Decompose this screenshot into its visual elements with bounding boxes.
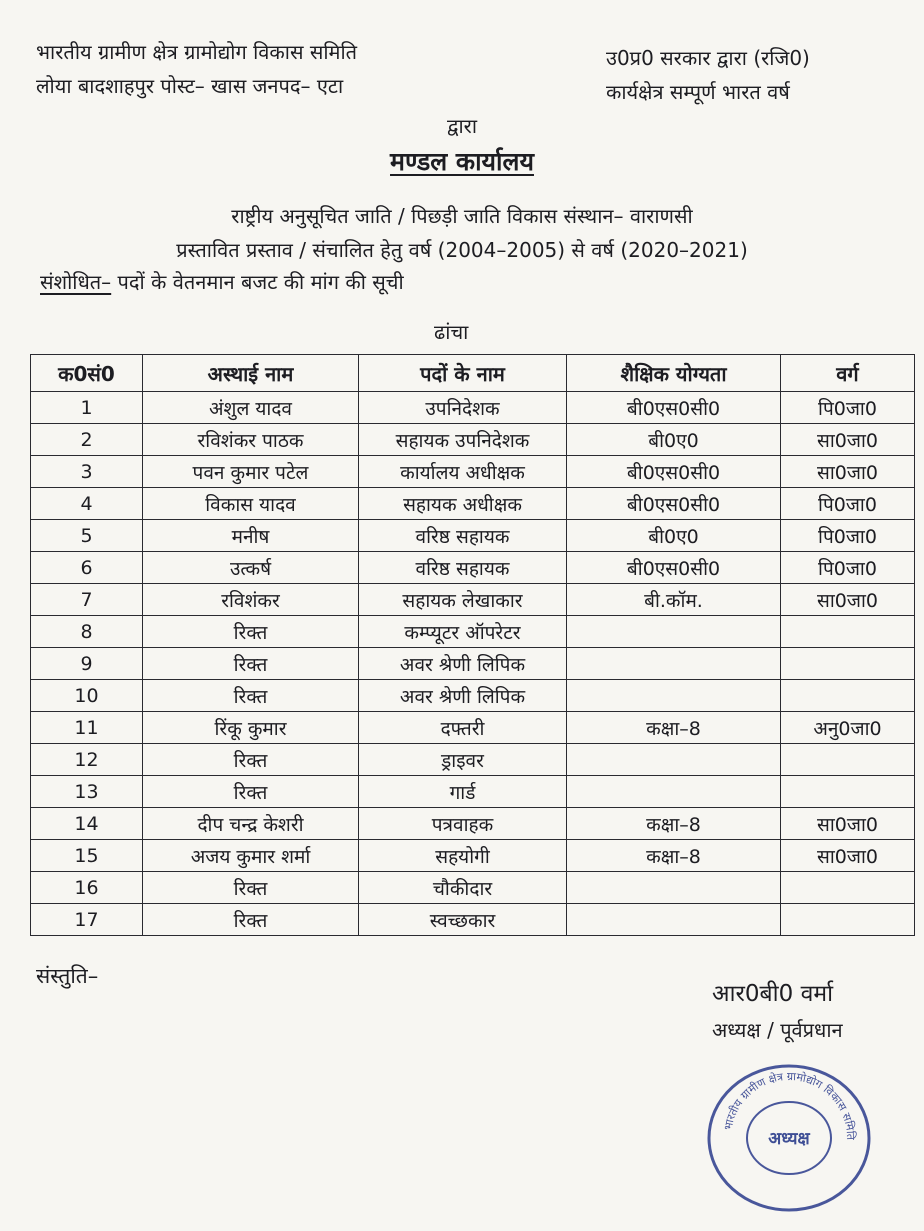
structure-label: ढांचा xyxy=(434,320,469,344)
cell-qualification: कक्षा–8 xyxy=(567,808,781,840)
cell-category xyxy=(781,872,915,904)
cell-post-name: सहायक उपनिदेशक xyxy=(359,424,567,456)
cell-temp-name: रिक्त xyxy=(143,648,359,680)
cell-serial: 13 xyxy=(31,776,143,808)
cell-serial: 5 xyxy=(31,520,143,552)
cell-temp-name: मनीष xyxy=(143,520,359,552)
cell-category: सा0जा0 xyxy=(781,808,915,840)
cell-qualification: बी0ए0 xyxy=(567,520,781,552)
cell-post-name: अवर श्रेणी लिपिक xyxy=(359,648,567,680)
revised-line xyxy=(40,268,404,295)
recommendation-label: संस्तुति– xyxy=(36,964,99,988)
cell-temp-name: पवन कुमार पटेल xyxy=(143,456,359,488)
office-title: मण्डल कार्यालय xyxy=(390,147,534,176)
cell-serial: 15 xyxy=(31,840,143,872)
cell-temp-name: रिक्त xyxy=(143,776,359,808)
cell-post-name: पत्रवाहक xyxy=(359,808,567,840)
table-row xyxy=(31,584,915,616)
cell-qualification: बी0एस0सी0 xyxy=(567,552,781,584)
cell-post-name: अवर श्रेणी लिपिक xyxy=(359,680,567,712)
table-row xyxy=(31,456,915,488)
cell-qualification: बी0एस0सी0 xyxy=(567,488,781,520)
table-row xyxy=(31,520,915,552)
cell-serial: 7 xyxy=(31,584,143,616)
cell-qualification xyxy=(567,616,781,648)
header-post-name: पदों के नाम xyxy=(359,355,567,392)
cell-qualification: बी.कॉम. xyxy=(567,584,781,616)
table-row xyxy=(31,840,915,872)
cell-post-name: चौकीदार xyxy=(359,872,567,904)
table-header-row xyxy=(31,355,915,392)
signatory-name: आर0बी0 वर्मा xyxy=(712,981,834,1007)
cell-serial: 6 xyxy=(31,552,143,584)
cell-category xyxy=(781,904,915,936)
cell-category: सा0जा0 xyxy=(781,840,915,872)
cell-category: सा0जा0 xyxy=(781,456,915,488)
cell-serial: 8 xyxy=(31,616,143,648)
cell-temp-name: रिक्त xyxy=(143,744,359,776)
cell-category: अनु0जा0 xyxy=(781,712,915,744)
cell-category: पि0जा0 xyxy=(781,520,915,552)
cell-temp-name: रिंकू कुमार xyxy=(143,712,359,744)
table-row xyxy=(31,776,915,808)
header-qualification: शैक्षिक योग्यता xyxy=(567,355,781,392)
cell-category: सा0जा0 xyxy=(781,424,915,456)
table-row xyxy=(31,872,915,904)
cell-category: पि0जा0 xyxy=(781,392,915,424)
table-row xyxy=(31,744,915,776)
cell-post-name: गार्ड xyxy=(359,776,567,808)
cell-temp-name: रविशंकर पाठक xyxy=(143,424,359,456)
cell-temp-name: रिक्त xyxy=(143,680,359,712)
cell-post-name: स्वच्छकार xyxy=(359,904,567,936)
registration-text: उ0प्र0 सरकार द्वारा (रजि0) xyxy=(606,46,810,70)
seal-graphic xyxy=(704,1062,874,1214)
cell-serial: 11 xyxy=(31,712,143,744)
table-row xyxy=(31,712,915,744)
cell-qualification: बी0एस0सी0 xyxy=(567,392,781,424)
revised-label: संशोधित– xyxy=(40,270,112,294)
subject-line-2: प्रस्तावित प्रस्ताव / संचालित हेतु वर्ष (2004–2005) से वर्ष (2020–2021) xyxy=(176,238,748,262)
cell-category: सा0जा0 xyxy=(781,584,915,616)
cell-qualification xyxy=(567,744,781,776)
cell-post-name: उपनिदेशक xyxy=(359,392,567,424)
cell-temp-name: रिक्त xyxy=(143,616,359,648)
revised-text: पदों के वेतनमान बजट की मांग की सूची xyxy=(111,270,404,294)
cell-serial: 10 xyxy=(31,680,143,712)
org-address: लोया बादशाहपुर पोस्ट– खास जनपद– एटा xyxy=(36,74,344,98)
via-text: द्वारा xyxy=(446,114,478,138)
cell-qualification xyxy=(567,872,781,904)
cell-temp-name: रविशंकर xyxy=(143,584,359,616)
cell-temp-name: रिक्त xyxy=(143,904,359,936)
cell-post-name: सहायक लेखाकार xyxy=(359,584,567,616)
cell-category xyxy=(781,744,915,776)
signatory-designation: अध्यक्ष / पूर्वप्रधान xyxy=(712,1018,843,1042)
work-area-text: कार्यक्षेत्र सम्पूर्ण भारत वर्ष xyxy=(606,80,790,104)
table-row xyxy=(31,808,915,840)
cell-post-name: वरिष्ठ सहायक xyxy=(359,520,567,552)
cell-qualification xyxy=(567,776,781,808)
cell-serial: 9 xyxy=(31,648,143,680)
cell-category: पि0जा0 xyxy=(781,488,915,520)
cell-post-name: सहयोगी xyxy=(359,840,567,872)
org-name: भारतीय ग्रामीण क्षेत्र ग्रामोद्योग विकास समिति xyxy=(36,40,358,64)
table-row xyxy=(31,904,915,936)
cell-temp-name: अंशुल यादव xyxy=(143,392,359,424)
cell-category: पि0जा0 xyxy=(781,552,915,584)
cell-category xyxy=(781,648,915,680)
header-serial: क0सं0 xyxy=(31,355,143,392)
cell-qualification xyxy=(567,904,781,936)
cell-qualification: कक्षा–8 xyxy=(567,712,781,744)
cell-serial: 17 xyxy=(31,904,143,936)
cell-serial: 14 xyxy=(31,808,143,840)
table-row xyxy=(31,552,915,584)
seal-center-text: अध्यक्ष xyxy=(768,1129,810,1149)
cell-qualification: बी0ए0 xyxy=(567,424,781,456)
cell-temp-name: उत्कर्ष xyxy=(143,552,359,584)
header-category: वर्ग xyxy=(781,355,915,392)
cell-temp-name: विकास यादव xyxy=(143,488,359,520)
cell-qualification: बी0एस0सी0 xyxy=(567,456,781,488)
cell-serial: 4 xyxy=(31,488,143,520)
cell-post-name: कम्प्यूटर ऑपरेटर xyxy=(359,616,567,648)
header-temp-name: अस्थाई नाम xyxy=(143,355,359,392)
posts-table xyxy=(30,354,915,936)
table-row xyxy=(31,680,915,712)
cell-temp-name: दीप चन्द्र केशरी xyxy=(143,808,359,840)
cell-serial: 2 xyxy=(31,424,143,456)
table-row xyxy=(31,424,915,456)
cell-temp-name: रिक्त xyxy=(143,872,359,904)
cell-post-name: वरिष्ठ सहायक xyxy=(359,552,567,584)
cell-qualification xyxy=(567,680,781,712)
cell-post-name: कार्यालय अधीक्षक xyxy=(359,456,567,488)
subject-line-1: राष्ट्रीय अनुसूचित जाति / पिछड़ी जाति विकास संस्थान– वाराणसी xyxy=(231,204,693,228)
table-row xyxy=(31,616,915,648)
cell-qualification: कक्षा–8 xyxy=(567,840,781,872)
cell-post-name: दफ्तरी xyxy=(359,712,567,744)
cell-temp-name: अजय कुमार शर्मा xyxy=(143,840,359,872)
cell-serial: 1 xyxy=(31,392,143,424)
cell-category xyxy=(781,680,915,712)
table-row xyxy=(31,648,915,680)
cell-category xyxy=(781,616,915,648)
cell-post-name: ड्राइवर xyxy=(359,744,567,776)
official-seal xyxy=(704,1062,874,1214)
cell-category xyxy=(781,776,915,808)
cell-serial: 16 xyxy=(31,872,143,904)
cell-serial: 3 xyxy=(31,456,143,488)
cell-serial: 12 xyxy=(31,744,143,776)
cell-qualification xyxy=(567,648,781,680)
seal-ring-text: भारतीय ग्रामीण क्षेत्र ग्रामोद्योग विकास समिति xyxy=(721,1069,858,1141)
table-row xyxy=(31,488,915,520)
cell-post-name: सहायक अधीक्षक xyxy=(359,488,567,520)
table-row xyxy=(31,392,915,424)
